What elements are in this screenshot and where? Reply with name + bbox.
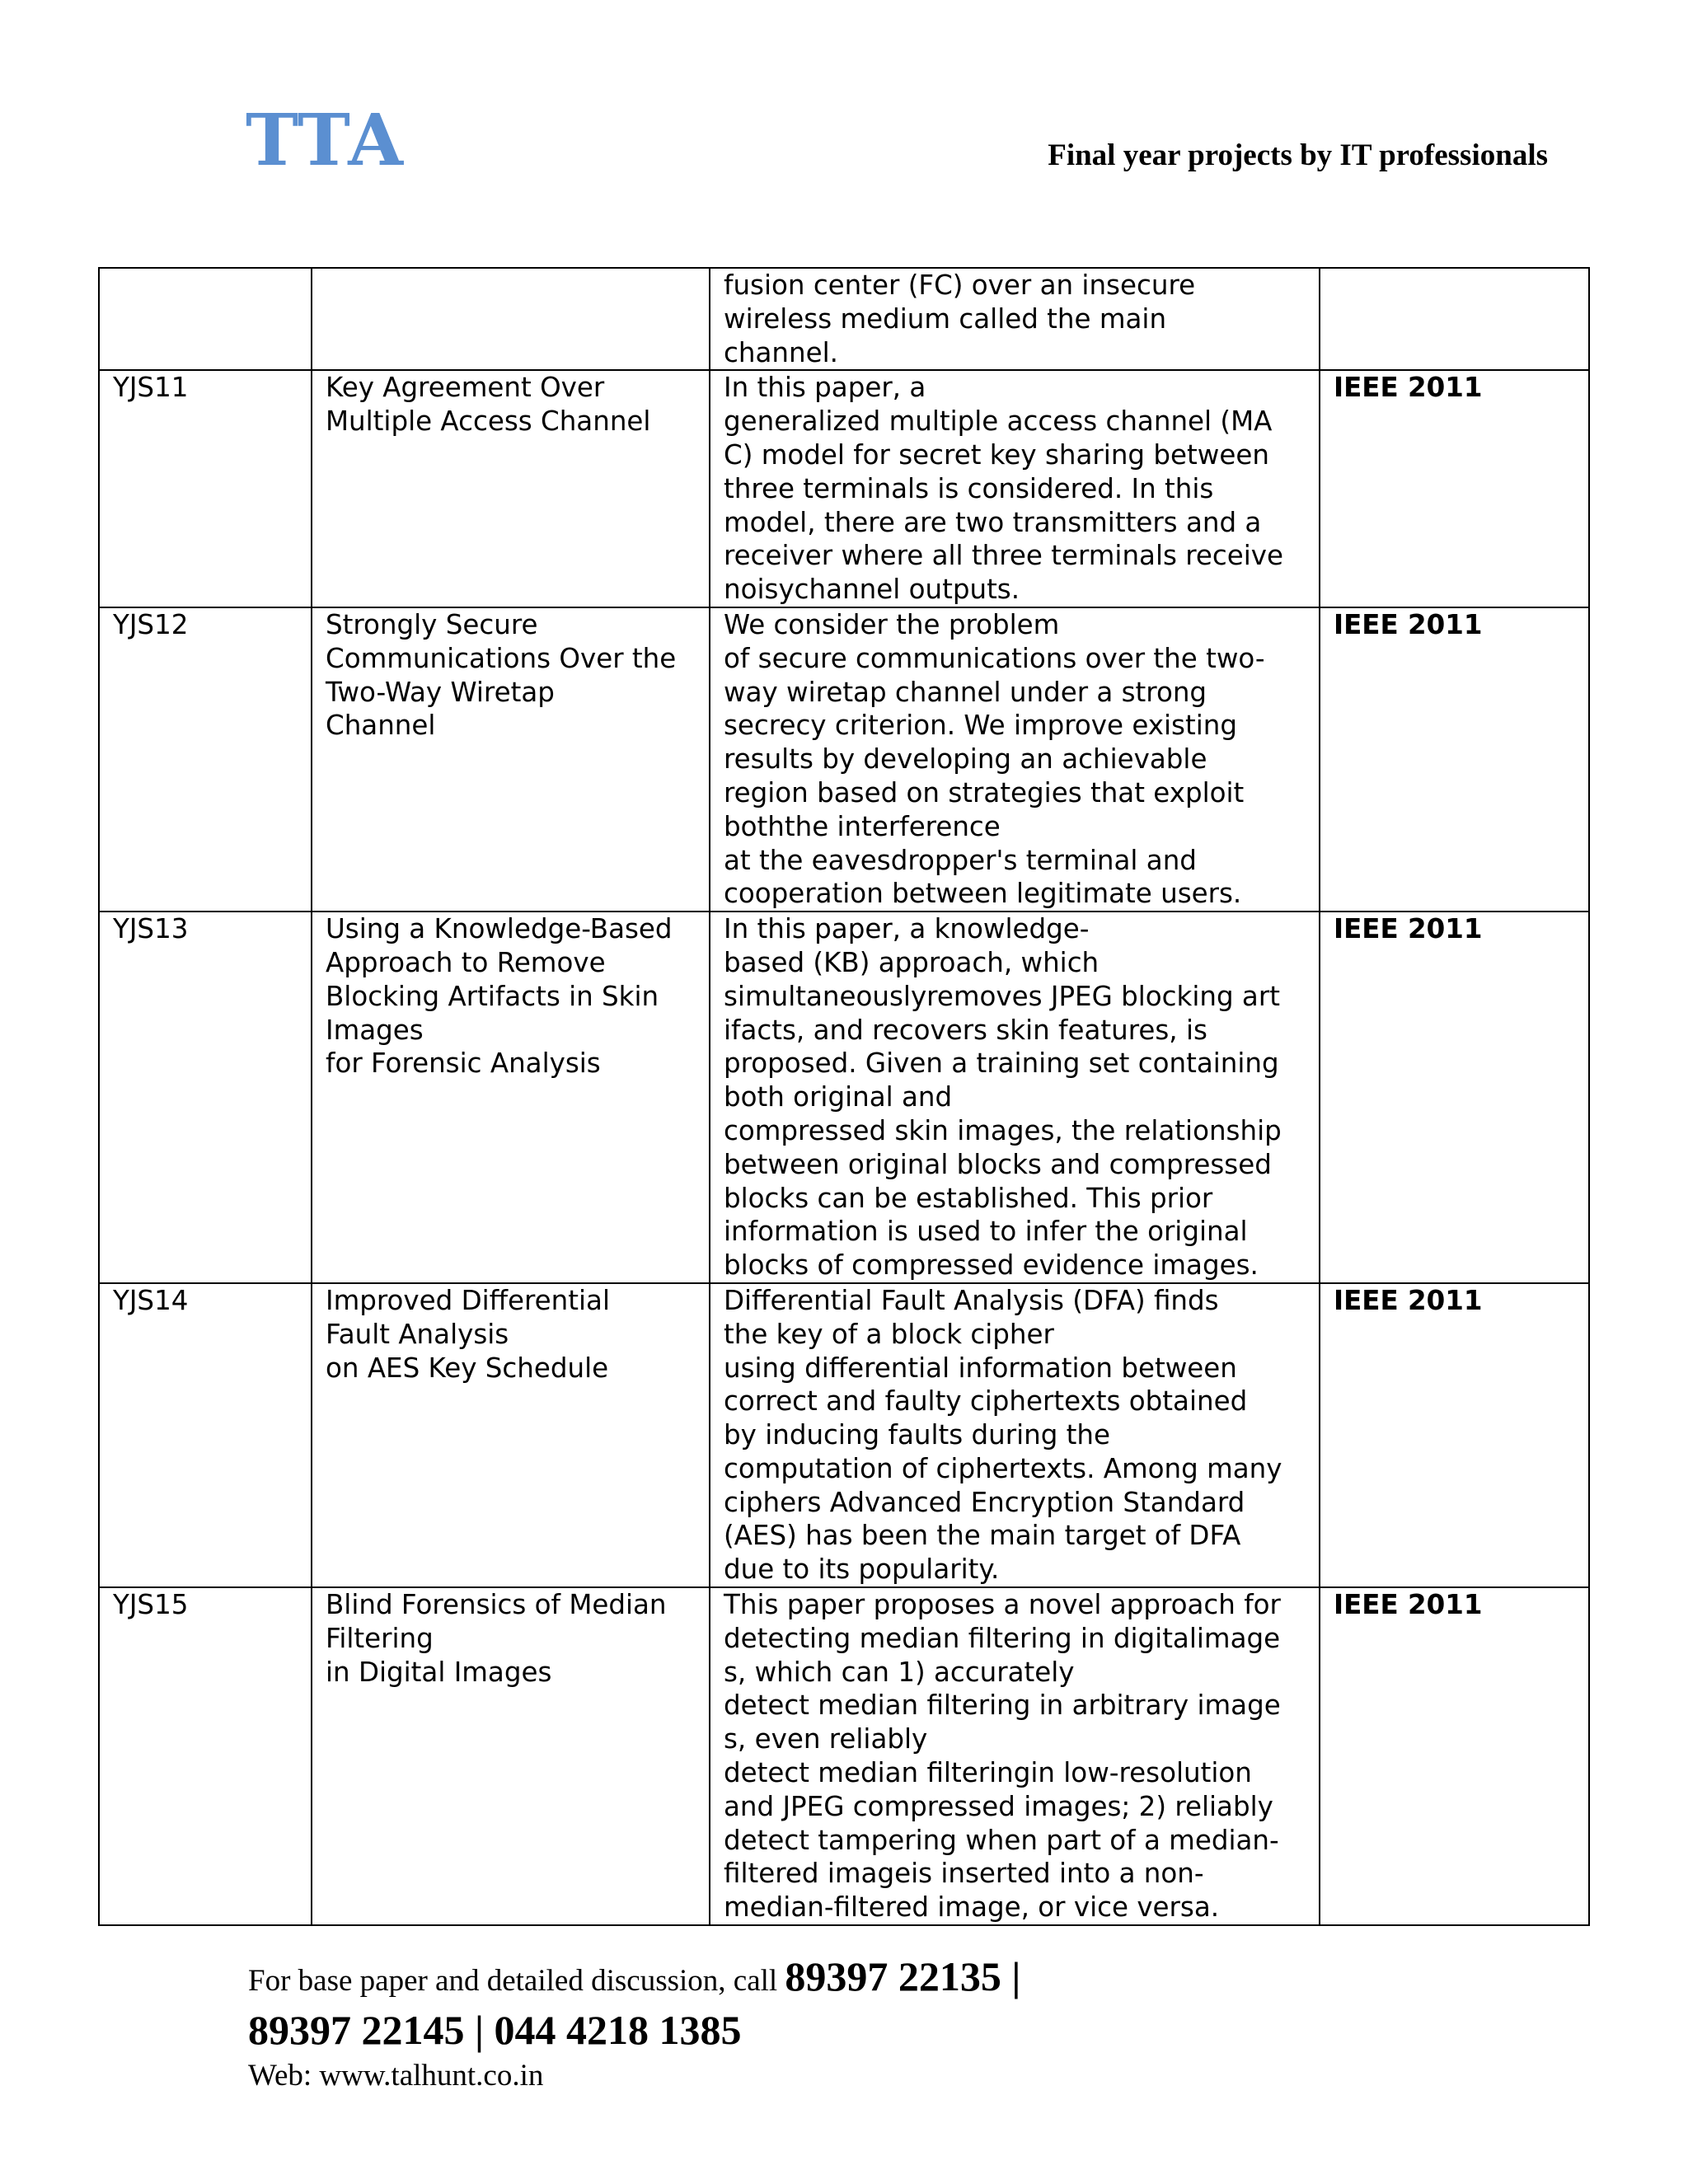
tta-logo: TTA bbox=[246, 99, 405, 182]
project-abstract-cell: This paper proposes a novel approach for detecting median filtering in digitalimage s, which can 1) accurately detect median filtering in arbitrary image s, even reliably detect median filteringin low-resolution and JPEG compressed images; 2) reliably detect tampering when part of a median- filtered imageis inserted into a non- median-filtered image, or vice versa. bbox=[710, 1587, 1320, 1925]
projects-table bbox=[98, 267, 1590, 1926]
project-title-cell bbox=[312, 268, 710, 370]
project-abstract-cell: Differential Fault Analysis (DFA) finds the key of a block cipher using differential information between correct and faulty ciphertexts obtained by inducing faults during the computation of ciphertexts. Among many ciphers Advanced Encryption Standard (AES) has been the main target of DFA due to its popularity. bbox=[710, 1283, 1320, 1587]
table-row bbox=[99, 268, 1589, 370]
project-id-cell: YJS14 bbox=[99, 1283, 312, 1587]
project-id-cell: YJS11 bbox=[99, 370, 312, 607]
project-publication-cell: IEEE 2011 bbox=[1320, 912, 1589, 1283]
project-publication-cell bbox=[1320, 268, 1589, 370]
project-title-cell: Improved Differential Fault Analysis on AES Key Schedule bbox=[312, 1283, 710, 1587]
table-row bbox=[99, 370, 1589, 607]
project-id-cell: YJS13 bbox=[99, 912, 312, 1283]
contact-footer bbox=[248, 1953, 1020, 2097]
footer-contact-line bbox=[248, 1953, 1020, 2004]
projects-table-container bbox=[98, 267, 1588, 1926]
footer-prefix: For base paper and detailed discussion, call bbox=[248, 1964, 785, 1998]
table-row bbox=[99, 912, 1589, 1283]
footer-phone-secondary: 89397 22145 | 044 4218 1385 bbox=[248, 2007, 742, 2053]
project-title-cell: Using a Knowledge-Based Approach to Remove Blocking Artifacts in Skin Images for Forensic Analysis bbox=[312, 912, 710, 1283]
project-id-cell: YJS12 bbox=[99, 607, 312, 912]
page-tagline: Final year projects by IT professionals bbox=[1048, 138, 1548, 172]
project-publication-cell: IEEE 2011 bbox=[1320, 1283, 1589, 1587]
footer-website: Web: www.talhunt.co.in bbox=[248, 2059, 544, 2093]
project-abstract-cell: In this paper, a generalized multiple access channel (MA C) model for secret key sharing between three terminals is considered. In this model, there are two transmitters and a receiver where all three terminals receive noisychannel outputs. bbox=[710, 370, 1320, 607]
table-row bbox=[99, 607, 1589, 912]
table-row bbox=[99, 1283, 1589, 1587]
project-title-cell: Key Agreement Over Multiple Access Channel bbox=[312, 370, 710, 607]
project-publication-cell: IEEE 2011 bbox=[1320, 370, 1589, 607]
project-publication-cell: IEEE 2011 bbox=[1320, 607, 1589, 912]
project-title-cell: Blind Forensics of Median Filtering in Digital Images bbox=[312, 1587, 710, 1925]
project-abstract-cell: We consider the problem of secure communications over the two- way wiretap channel under a strong secrecy criterion. We improve existing results by developing an achievable region based on strategies that exploit boththe interference at the eavesdropper's terminal and cooperation between legitimate users. bbox=[710, 607, 1320, 912]
project-publication-cell: IEEE 2011 bbox=[1320, 1587, 1589, 1925]
project-abstract-cell: In this paper, a knowledge- based (KB) approach, which simultaneouslyremoves JPEG blocking art ifacts, and recovers skin features, is proposed. Given a training set containing both original and compressed skin images, the relationship between original blocks and compressed blocks can be established. This prior information is used to infer the original blocks of compressed evidence images. bbox=[710, 912, 1320, 1283]
project-id-cell bbox=[99, 268, 312, 370]
table-row bbox=[99, 1587, 1589, 1925]
project-title-cell: Strongly Secure Communications Over the Two-Way Wiretap Channel bbox=[312, 607, 710, 912]
project-abstract-cell: fusion center (FC) over an insecure wireless medium called the main channel. bbox=[710, 268, 1320, 370]
project-id-cell: YJS15 bbox=[99, 1587, 312, 1925]
footer-phone-primary: 89397 22135 | bbox=[785, 1953, 1021, 1999]
